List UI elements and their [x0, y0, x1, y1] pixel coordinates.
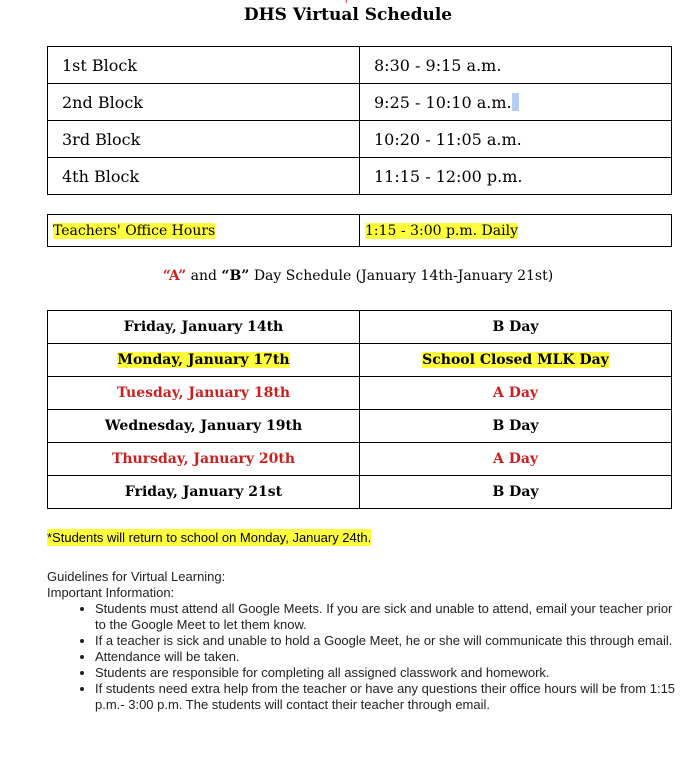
block-time: 11:15 - 12:00 p.m. [360, 158, 672, 195]
table-row [48, 344, 672, 377]
guidelines-section [47, 569, 677, 713]
block-name: 4th Block [48, 158, 360, 195]
day-type: B Day [360, 410, 672, 443]
table-row [48, 377, 672, 410]
guidelines-heading: Guidelines for Virtual Learning: [47, 569, 226, 584]
table-row [48, 311, 672, 344]
block-time: 9:25 - 10:10 a.m. [374, 92, 512, 112]
guidelines-list [47, 601, 677, 713]
day-type: School Closed MLK Day [422, 352, 609, 368]
office-hours-label-cell [48, 215, 360, 247]
subtitle-and: and [186, 268, 222, 284]
day-date: Wednesday, January 19th [48, 410, 360, 443]
day-type: B Day [360, 476, 672, 509]
block-name: 2nd Block [48, 84, 360, 121]
list-item: • Attendance will be taken. [95, 649, 677, 665]
list-item: • If students need extra help from the teacher or have any questions their office hours will be from 1:15 p.m.- 3:00 p.m. The students will contact their teacher through email. [95, 681, 677, 713]
office-hours-time: 1:15 - 3:00 p.m. Daily [365, 222, 518, 239]
table-row [48, 84, 672, 121]
block-name: 3rd Block [48, 121, 360, 158]
day-type: A Day [360, 443, 672, 476]
office-hours-table [47, 214, 672, 247]
text-cursor [512, 93, 519, 111]
office-hours-label: Teachers' Office Hours [53, 222, 216, 239]
block-time: 10:20 - 11:05 a.m. [360, 121, 672, 158]
day-date: Friday, January 14th [48, 311, 360, 344]
table-row [48, 121, 672, 158]
a-day-label: “A” [162, 268, 187, 284]
day-date: Friday, January 21st [48, 476, 360, 509]
page-edge-mark [346, 0, 347, 3]
list-item: • Students must attend all Google Meets. If you are sick and unable to attend, email your teacher prior to the Google Meet to let them know. [95, 601, 677, 633]
day-type: B Day [360, 311, 672, 344]
block-time-cell [360, 84, 672, 121]
return-note: *Students will return to school on Monday, January 24th. [47, 530, 372, 545]
table-row [48, 47, 672, 84]
list-item: • If a teacher is sick and unable to hold a Google Meet, he or she will communicate this through email. [95, 633, 677, 649]
day-date: Thursday, January 20th [48, 443, 360, 476]
b-day-label: “B” [221, 268, 250, 284]
subtitle-rest: Day Schedule (January 14th-January 21st) [249, 268, 554, 284]
table-row [48, 410, 672, 443]
day-schedule-subtitle [0, 268, 696, 284]
table-row [48, 158, 672, 195]
list-item: • Students are responsible for completing all assigned classwork and homework. [95, 665, 677, 681]
day-type-cell [360, 344, 672, 377]
block-name: 1st Block [48, 47, 360, 84]
office-hours-time-cell [360, 215, 672, 247]
day-type: A Day [360, 377, 672, 410]
table-row [48, 443, 672, 476]
day-date-cell [48, 344, 360, 377]
table-row [48, 476, 672, 509]
table-row [48, 215, 672, 247]
page-title: DHS Virtual Schedule [243, 5, 453, 25]
day-date: Tuesday, January 18th [48, 377, 360, 410]
ab-day-table [47, 310, 672, 509]
block-time: 8:30 - 9:15 a.m. [360, 47, 672, 84]
day-date: Monday, January 17th [117, 352, 290, 368]
guidelines-subheading: Important Information: [47, 585, 175, 600]
block-schedule-table [47, 46, 672, 195]
